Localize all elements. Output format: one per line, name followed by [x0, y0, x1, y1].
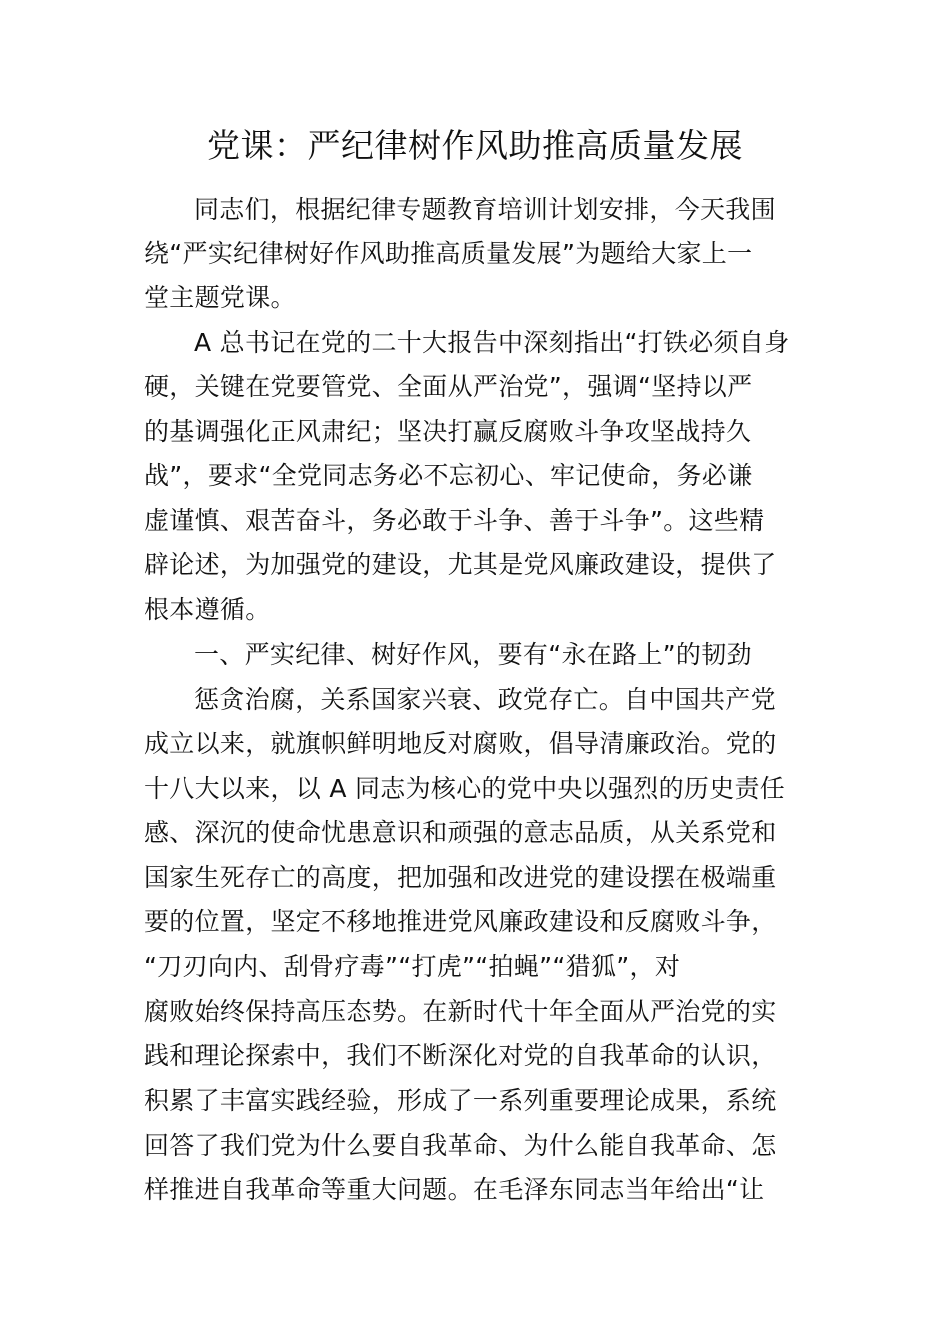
- text-line: 硬，关键在党要管党、全面从严治党”，强调“坚持以严: [144, 372, 753, 401]
- text-line: 惩贪治腐，关系国家兴衰、政党存亡。自中国共产党: [194, 685, 776, 714]
- text-line: “刀刃向内、刮骨疗毒”“打虎”“拍蝇”“猎狐”，对: [144, 952, 681, 981]
- text-line: 绕“严实纪律树好作风助推高质量发展”为题给大家上一: [144, 239, 753, 268]
- text-line: 的基调强化正风肃纪；坚决打赢反腐败斗争攻坚战持久: [144, 417, 752, 446]
- text-line: 同志们，根据纪律专题教育培训计划安排，今天我围: [194, 195, 776, 224]
- text-line: 成立以来，就旗帜鲜明地反对腐败，倡导清廉政治。党的: [144, 729, 777, 758]
- text-line: 践和理论探索中，我们不断深化对党的自我革命的认识，: [144, 1041, 777, 1070]
- text-line: 辟论述，为加强党的建设，尤其是党风廉政建设，提供了: [144, 550, 777, 579]
- text-line: 国家生死存亡的高度，把加强和改进党的建设摆在极端重: [144, 863, 777, 892]
- text-line: 十八大以来，以 A 同志为核心的党中央以强烈的历史责任: [144, 774, 786, 803]
- text-line: 感、深沉的使命忧患意识和顽强的意志品质，从关系党和: [144, 818, 777, 847]
- text-line: 根本遵循。: [144, 595, 271, 624]
- text-line: 回答了我们党为什么要自我革命、为什么能自我革命、怎: [144, 1131, 777, 1160]
- text-line: 样推进自我革命等重大问题。在毛泽东同志当年给出“让: [144, 1175, 765, 1204]
- text-line: 要的位置，坚定不移地推进党风廉政建设和反腐败斗争，: [144, 907, 777, 936]
- text-line: 腐败始终保持高压态势。在新时代十年全面从严治党的实: [144, 997, 777, 1026]
- text-line: 积累了丰富实践经验，形成了一系列重要理论成果，系统: [144, 1086, 777, 1115]
- text-line: A 总书记在党的二十大报告中深刻指出“打铁必须自身: [194, 328, 790, 357]
- text-line: 堂主题党课。: [144, 283, 296, 312]
- document-title: 党课：严纪律树作风助推高质量发展: [207, 126, 743, 165]
- section-heading: 一、严实纪律、树好作风，要有“永在路上”的韧劲: [194, 640, 752, 669]
- text-line: 战”，要求“全党同志务必不忘初心、牢记使命，务必谦: [144, 461, 753, 490]
- text-line: 虚谨慎、艰苦奋斗，务必敢于斗争、善于斗争”。这些精: [144, 506, 765, 535]
